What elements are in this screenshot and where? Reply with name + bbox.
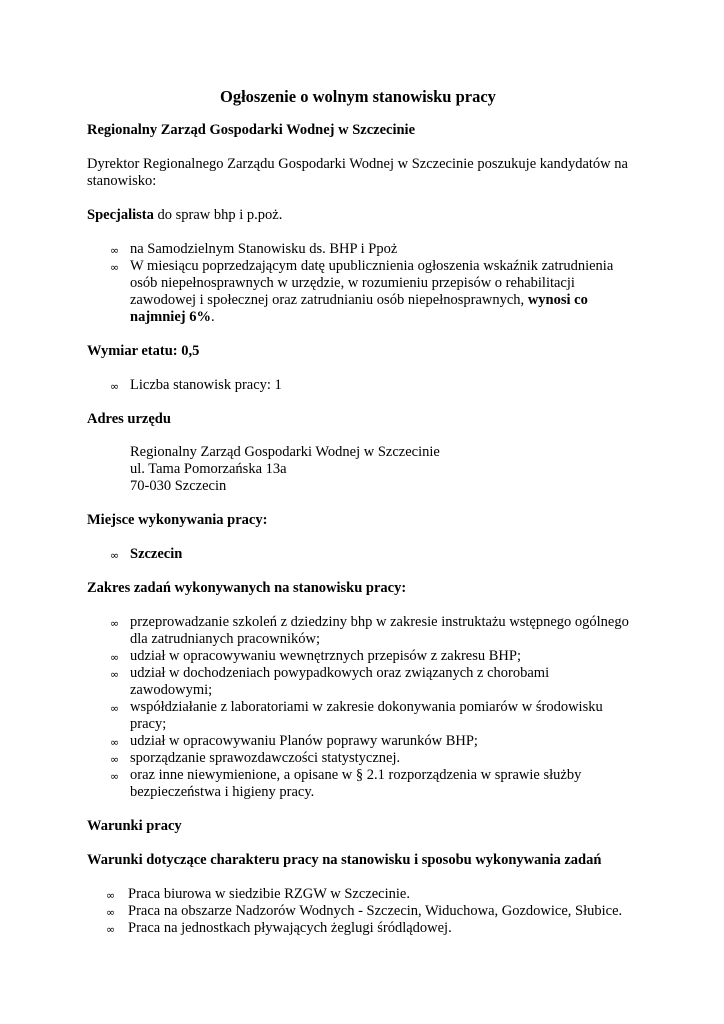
place-bullet: Szczecin <box>130 546 183 562</box>
bullet-icon: ∞ <box>106 906 116 919</box>
position-bullet-2-line-2: osób niepełnosprawnych w urzędzie, w rozumieniu przepisów o rehabilitacji <box>130 275 575 291</box>
bullet-icon: ∞ <box>110 651 120 664</box>
disability-value-end: . <box>210 309 215 325</box>
address-heading: Adres urzędu <box>87 411 171 427</box>
position-bullet-2-line-4 <box>130 309 215 326</box>
task-4-line-1: współdziałanie z laboratoriami w zakresie dokonywania pomiarów w środowisku <box>130 699 603 715</box>
bullet-icon: ∞ <box>110 753 120 766</box>
condition-2: Praca na obszarze Nadzorów Wodnych - Szczecin, Widuchowa, Gozdowice, Słubice. <box>128 903 623 919</box>
intro-line-2: stanowisko: <box>87 173 157 189</box>
etat-bullet: Liczba stanowisk pracy: 1 <box>130 377 282 393</box>
bullet-icon: ∞ <box>110 380 120 393</box>
page-title: Ogłoszenie o wolnym stanowisku pracy <box>220 87 496 106</box>
bullet-icon: ∞ <box>110 244 120 257</box>
bullet-icon: ∞ <box>110 770 120 783</box>
conditions-subheading: Warunki dotyczące charakteru pracy na stanowisku i sposobu wykonywania zadań <box>87 852 602 868</box>
condition-3: Praca na jednostkach pływających żeglugi śródlądowej. <box>128 920 452 936</box>
position-rest: do spraw bhp i p.poż. <box>153 207 283 223</box>
task-5: udział w opracowywaniu Planów poprawy warunków BHP; <box>130 733 478 749</box>
task-4-line-2: pracy; <box>130 716 167 732</box>
position-bullet-2-line-1: W miesiącu poprzedzającym datę upublicznienia ogłoszenia wskaźnik zatrudnienia <box>130 258 614 274</box>
disability-value: najmniej 6% <box>130 309 211 325</box>
task-2: udział w opracowywaniu wewnętrznych przepisów z zakresu BHP; <box>130 648 521 664</box>
task-6: sporządzanie sprawozdawczości statystycznej. <box>130 750 401 766</box>
bullet-icon: ∞ <box>110 549 120 562</box>
task-1-line-2: dla zatrudnianych pracowników; <box>130 631 321 647</box>
intro-line-1: Dyrektor Regionalnego Zarządu Gospodarki Wodnej w Szczecinie poszukuje kandydatów na <box>87 156 628 172</box>
position-name: Specjalista <box>87 207 154 223</box>
position-bullet-2-line-3 <box>130 292 588 309</box>
position-line <box>87 207 282 224</box>
etat-heading: Wymiar etatu: 0,5 <box>87 343 200 359</box>
bullet-icon: ∞ <box>110 261 120 274</box>
position-bullet-1: na Samodzielnym Stanowisku ds. BHP i Ppoż <box>130 241 398 257</box>
bullet-icon: ∞ <box>110 702 120 715</box>
address-line-2: ul. Tama Pomorzańska 13a <box>130 461 287 477</box>
disability-text: zawodowej i społecznej oraz zatrudnianiu osób niepełnosprawnych, <box>130 292 528 308</box>
tasks-heading: Zakres zadań wykonywanych na stanowisku pracy: <box>87 580 407 596</box>
condition-1: Praca biurowa w siedzibie RZGW w Szczecinie. <box>128 886 410 902</box>
disability-value-start: wynosi co <box>527 292 588 308</box>
bullet-icon: ∞ <box>110 736 120 749</box>
task-3-line-1: udział w dochodzeniach powypadkowych oraz związanych z chorobami <box>130 665 550 681</box>
task-1-line-1: przeprowadzanie szkoleń z dziedziny bhp w zakresie instruktażu wstępnego ogólnego <box>130 614 629 630</box>
bullet-icon: ∞ <box>110 617 120 630</box>
address-line-1: Regionalny Zarząd Gospodarki Wodnej w Szczecinie <box>130 444 440 460</box>
task-3-line-2: zawodowymi; <box>130 682 213 698</box>
address-line-3: 70-030 Szczecin <box>130 478 227 494</box>
org-heading: Regionalny Zarząd Gospodarki Wodnej w Szczecinie <box>87 122 416 138</box>
place-heading: Miejsce wykonywania pracy: <box>87 512 268 528</box>
bullet-icon: ∞ <box>110 668 120 681</box>
conditions-heading: Warunki pracy <box>87 818 182 834</box>
task-7-line-1: oraz inne niewymienione, a opisane w § 2.1 rozporządzenia w sprawie służby <box>130 767 582 783</box>
bullet-icon: ∞ <box>106 923 116 936</box>
task-7-line-2: bezpieczeństwa i higieny pracy. <box>130 784 315 800</box>
bullet-icon: ∞ <box>106 889 116 902</box>
